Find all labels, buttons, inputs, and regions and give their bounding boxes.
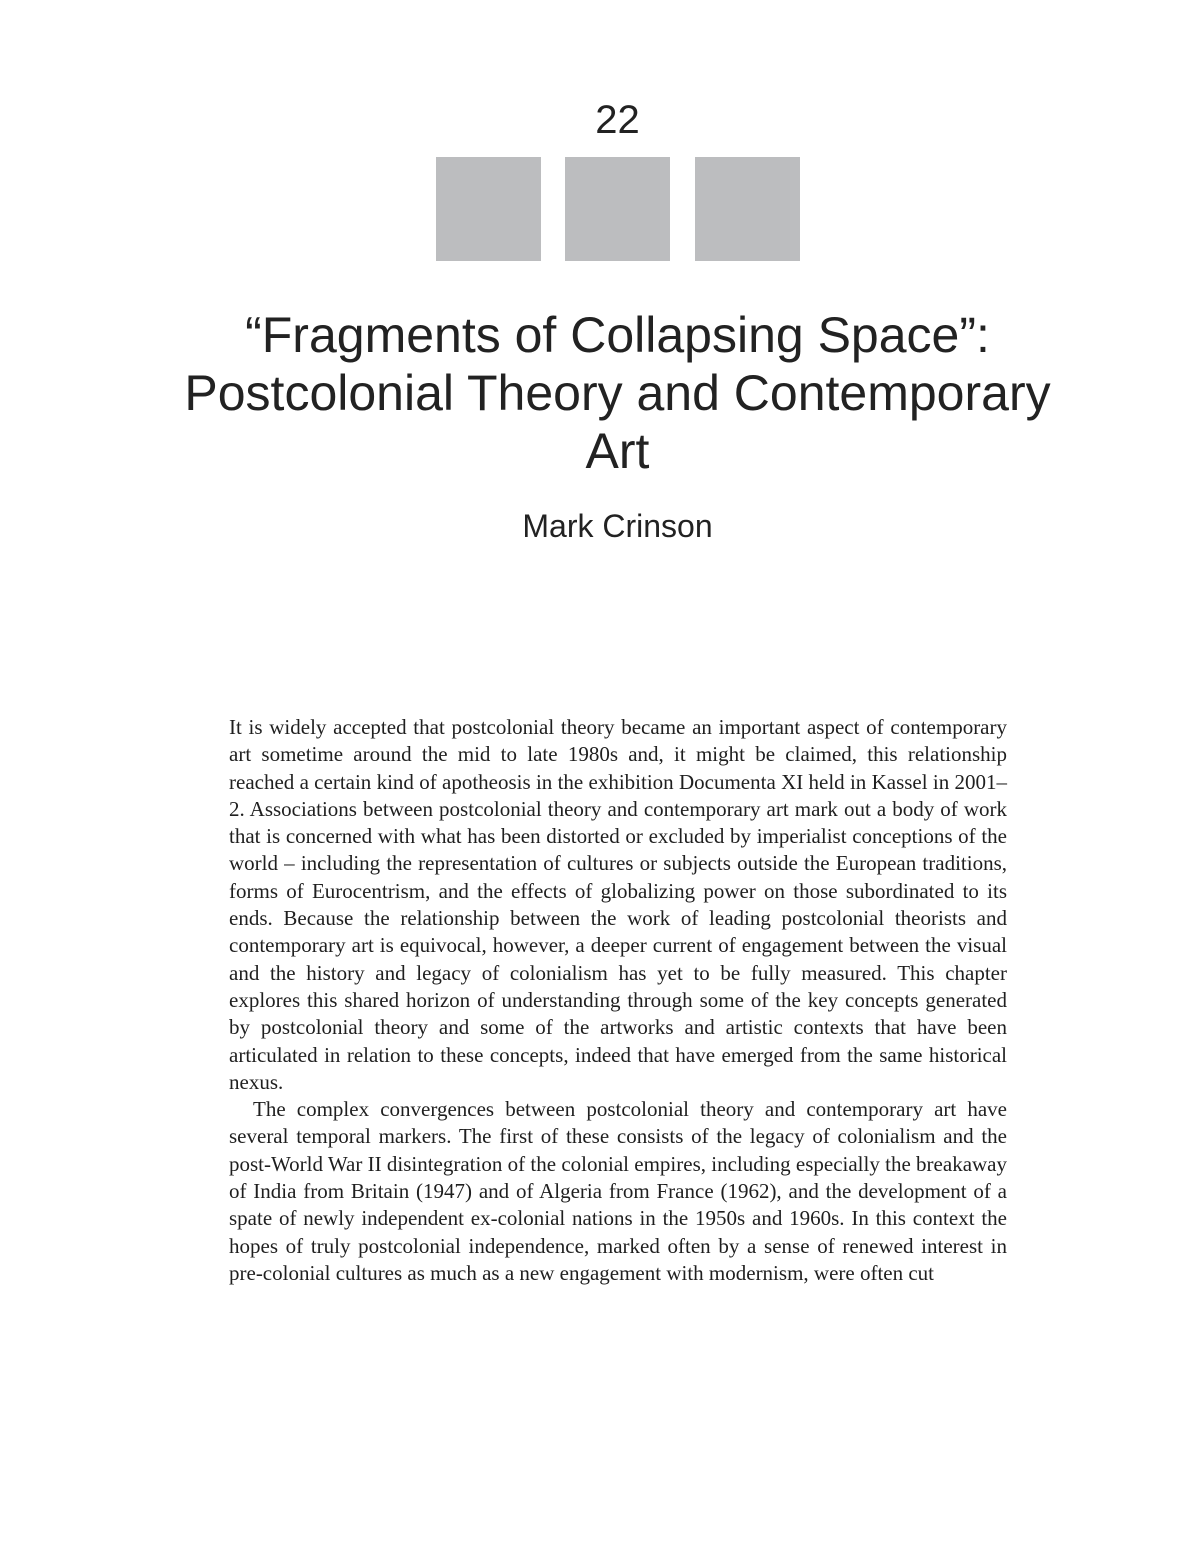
body-text <box>229 714 1007 1287</box>
author-name: Mark Crinson <box>522 508 713 544</box>
paragraph: The complex convergences between postcolonial theory and contemporary art have several temporal markers. The first of these consists of the legacy of colonialism and the post-World War II disintegration of the colonial empires, including especially the breakaway of India from Britain (1947) and of Algeria from France (1962), and the development of a spate of newly independent ex-colonial nations in the 1950s and 1960s. In this context the hopes of truly postcolonial independence, marked often by a sense of renewed interest in pre-colonial cultures as much as a new engagement with modernism, were often cut <box>229 1097 1007 1285</box>
ornament-block <box>695 157 800 261</box>
ornament-block <box>436 157 541 261</box>
paragraph: It is widely accepted that postcolonial theory became an important aspect of contemporary art sometime around the mid to late 1980s and, it might be claimed, this relationship reached a certain kind of apotheosis in the exhibition Documenta XI held in Kassel in 2001–2. Associations between postcolonial theory and contemporary art mark out a body of work that is concerned with what has been distorted or excluded by imperialist conceptions of the world – including the representation of cultures or subjects outside the European traditions, forms of Eurocentrism, and the effects of globalizing power on those subordinated to its ends. Because the relationship between the work of leading postcolonial theorists and contemporary art is equivocal, however, a deeper current of engagement between the visual and the history and legacy of colonialism has yet to be fully measured. This chapter explores this shared horizon of understanding through some of the key concepts generated by postcolonial theory and some of the artworks and artistic contexts that have been articulated in relation to these concepts, indeed that have emerged from the same historical nexus. <box>229 715 1007 1094</box>
chapter-number: 22 <box>595 98 640 142</box>
ornament-block <box>565 157 670 261</box>
chapter-title: “Fragments of Collapsing Space”: Postcolonial Theory and Contemporary Art <box>184 307 1051 479</box>
